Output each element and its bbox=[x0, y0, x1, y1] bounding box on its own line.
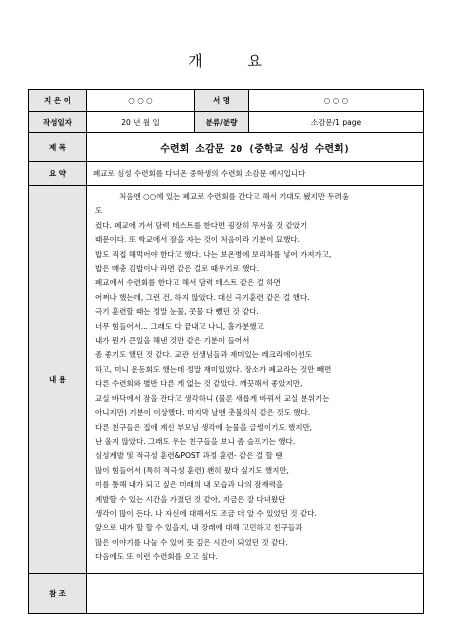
summary-value: 폐교로 심성 수련회를 다녀온 중학생의 수련회 소감문 예시입니다 bbox=[87, 162, 424, 186]
content-line: 너무 힘들어서... 그래도 다 끝내고 나니, 홀가분했고 bbox=[95, 321, 264, 331]
content-row bbox=[29, 186, 424, 574]
name-label: 서 명 bbox=[195, 90, 249, 112]
content-line: 다른 수련회와 별반 다른 게 없는 것 같았다. 깨끗해서 좋았지만, bbox=[95, 379, 303, 389]
content-line: 계발할 수 있는 시간을 가졌던 것 같아, 지금은 잘 다녀왔단 bbox=[95, 494, 286, 504]
content-body bbox=[87, 186, 424, 574]
content-line: 많은 이야기를 나눌 수 있어 뜻 깊은 시간이 되었던 것 같다. bbox=[95, 537, 288, 547]
content-line: 이를 통해 내가 되고 싶은 미래의 내 모습과 나의 잠재력을 bbox=[95, 480, 284, 490]
category-label: 분류/분량 bbox=[195, 112, 249, 133]
author-row bbox=[29, 90, 424, 112]
content-line: 다음에도 또 이런 수련회를 오고 싶다. bbox=[95, 552, 218, 562]
content-line: 내가 뭔가 큰일을 해낸 것만 같은 기분이 들어서 bbox=[95, 336, 250, 346]
date-value: 20 년 월 일 bbox=[87, 112, 195, 133]
date-label: 작성일자 bbox=[29, 112, 87, 133]
content-line: 교실 바닥에서 잠을 잔다고 생각하니 (물론 새롭게 바꿔서 교실 분위기는 bbox=[95, 393, 330, 403]
author-value: ○ ○ ○ bbox=[87, 90, 195, 112]
summary-row bbox=[29, 162, 424, 186]
content-line: 때문이다. 또 학교에서 잠을 자는 것이 처음이라 기분이 묘했다. bbox=[95, 235, 300, 245]
reference-row bbox=[29, 574, 424, 614]
date-row bbox=[29, 112, 424, 133]
content-line: 하고, 미니 운동회도 했는데 정말 재미있었다. 장소가 폐교라는 것만 빼면 bbox=[95, 364, 332, 374]
name-value: ○ ○ ○ bbox=[249, 90, 424, 112]
category-value: 소감문/1 page bbox=[249, 112, 424, 133]
document-title: 개 요 bbox=[188, 52, 282, 70]
content-line: 아니지만) 기분이 이상했다. 마지막 날엔 촛불의식 같은 것도 했다. bbox=[95, 408, 311, 418]
author-label: 지 은 이 bbox=[29, 90, 87, 112]
content-line: 컸다. 폐교에 가서 담력 테스트를 한다면 굉장히 무서울 것 같았기 bbox=[95, 220, 308, 230]
subject-row bbox=[29, 133, 424, 162]
content-line: 어쩌나 했는데, 그런 건, 하지 않았다. 대신 극기훈련 같은 걸 했다. bbox=[95, 292, 310, 302]
content-line: 밥은 매충 김밥이나 라면 같은 걸로 때우기로 했다. bbox=[95, 264, 259, 274]
reference-value bbox=[87, 574, 424, 614]
subject-value: 수련회 소감문 20 (중학교 심성 수련회) bbox=[87, 133, 424, 162]
content-line: 처음엔 ○○에 있는 폐교로 수련회를 간다고 해서 기대도 됐지만 두려움 bbox=[119, 192, 350, 201]
content-line: 극기 훈련할 때는 정말 눈물, 콧물 다 뺐던 것 같다. bbox=[95, 307, 259, 317]
content-line: 앞으로 내가 할 할 수 있을지, 내 장래에 대해 고민하고 친구들과 bbox=[95, 523, 303, 533]
reference-label: 참 조 bbox=[29, 574, 87, 614]
content-line: 많이 힘들어서 (특히 적극성 훈련) 왠히 왔다 싶기도 했지만, bbox=[95, 465, 289, 475]
content-line: 밥도 직접 해먹어야 한다고 했다. 나는 보온병에 보리차를 넣어 가져가고, bbox=[95, 249, 332, 259]
content-line: 좀 좋기도 했던 것 같다. 교관 선생님들과 재미있는 레크리에이션도 bbox=[95, 350, 313, 360]
content-line: 난 울지 않았다. 그래도 우는 친구들을 보니 좀 슬프기는 했다. bbox=[95, 436, 296, 446]
content-line: 다른 친구들은 집에 계신 부모님 생각에 눈물을 글썽이기도 했지만, bbox=[95, 422, 313, 432]
content-line: 폐교에서 수련회를 한다고 해서 담력 테스트 같은 걸 하면 bbox=[95, 278, 281, 288]
subject-label: 제 목 bbox=[29, 133, 87, 162]
summary-label: 요 약 bbox=[29, 162, 87, 186]
content-line: 도 bbox=[95, 206, 103, 216]
overview-form bbox=[28, 89, 424, 614]
content-line: 생각이 많이 든다. 나 자신에 대해서도 조금 더 알 수 있었던 것 같다. bbox=[95, 508, 317, 518]
content-line: 심성계발 및 적극성 훈련&POST 과정 훈련- 같은 걸 할 땐 bbox=[95, 451, 283, 461]
content-label: 내 용 bbox=[29, 186, 87, 574]
